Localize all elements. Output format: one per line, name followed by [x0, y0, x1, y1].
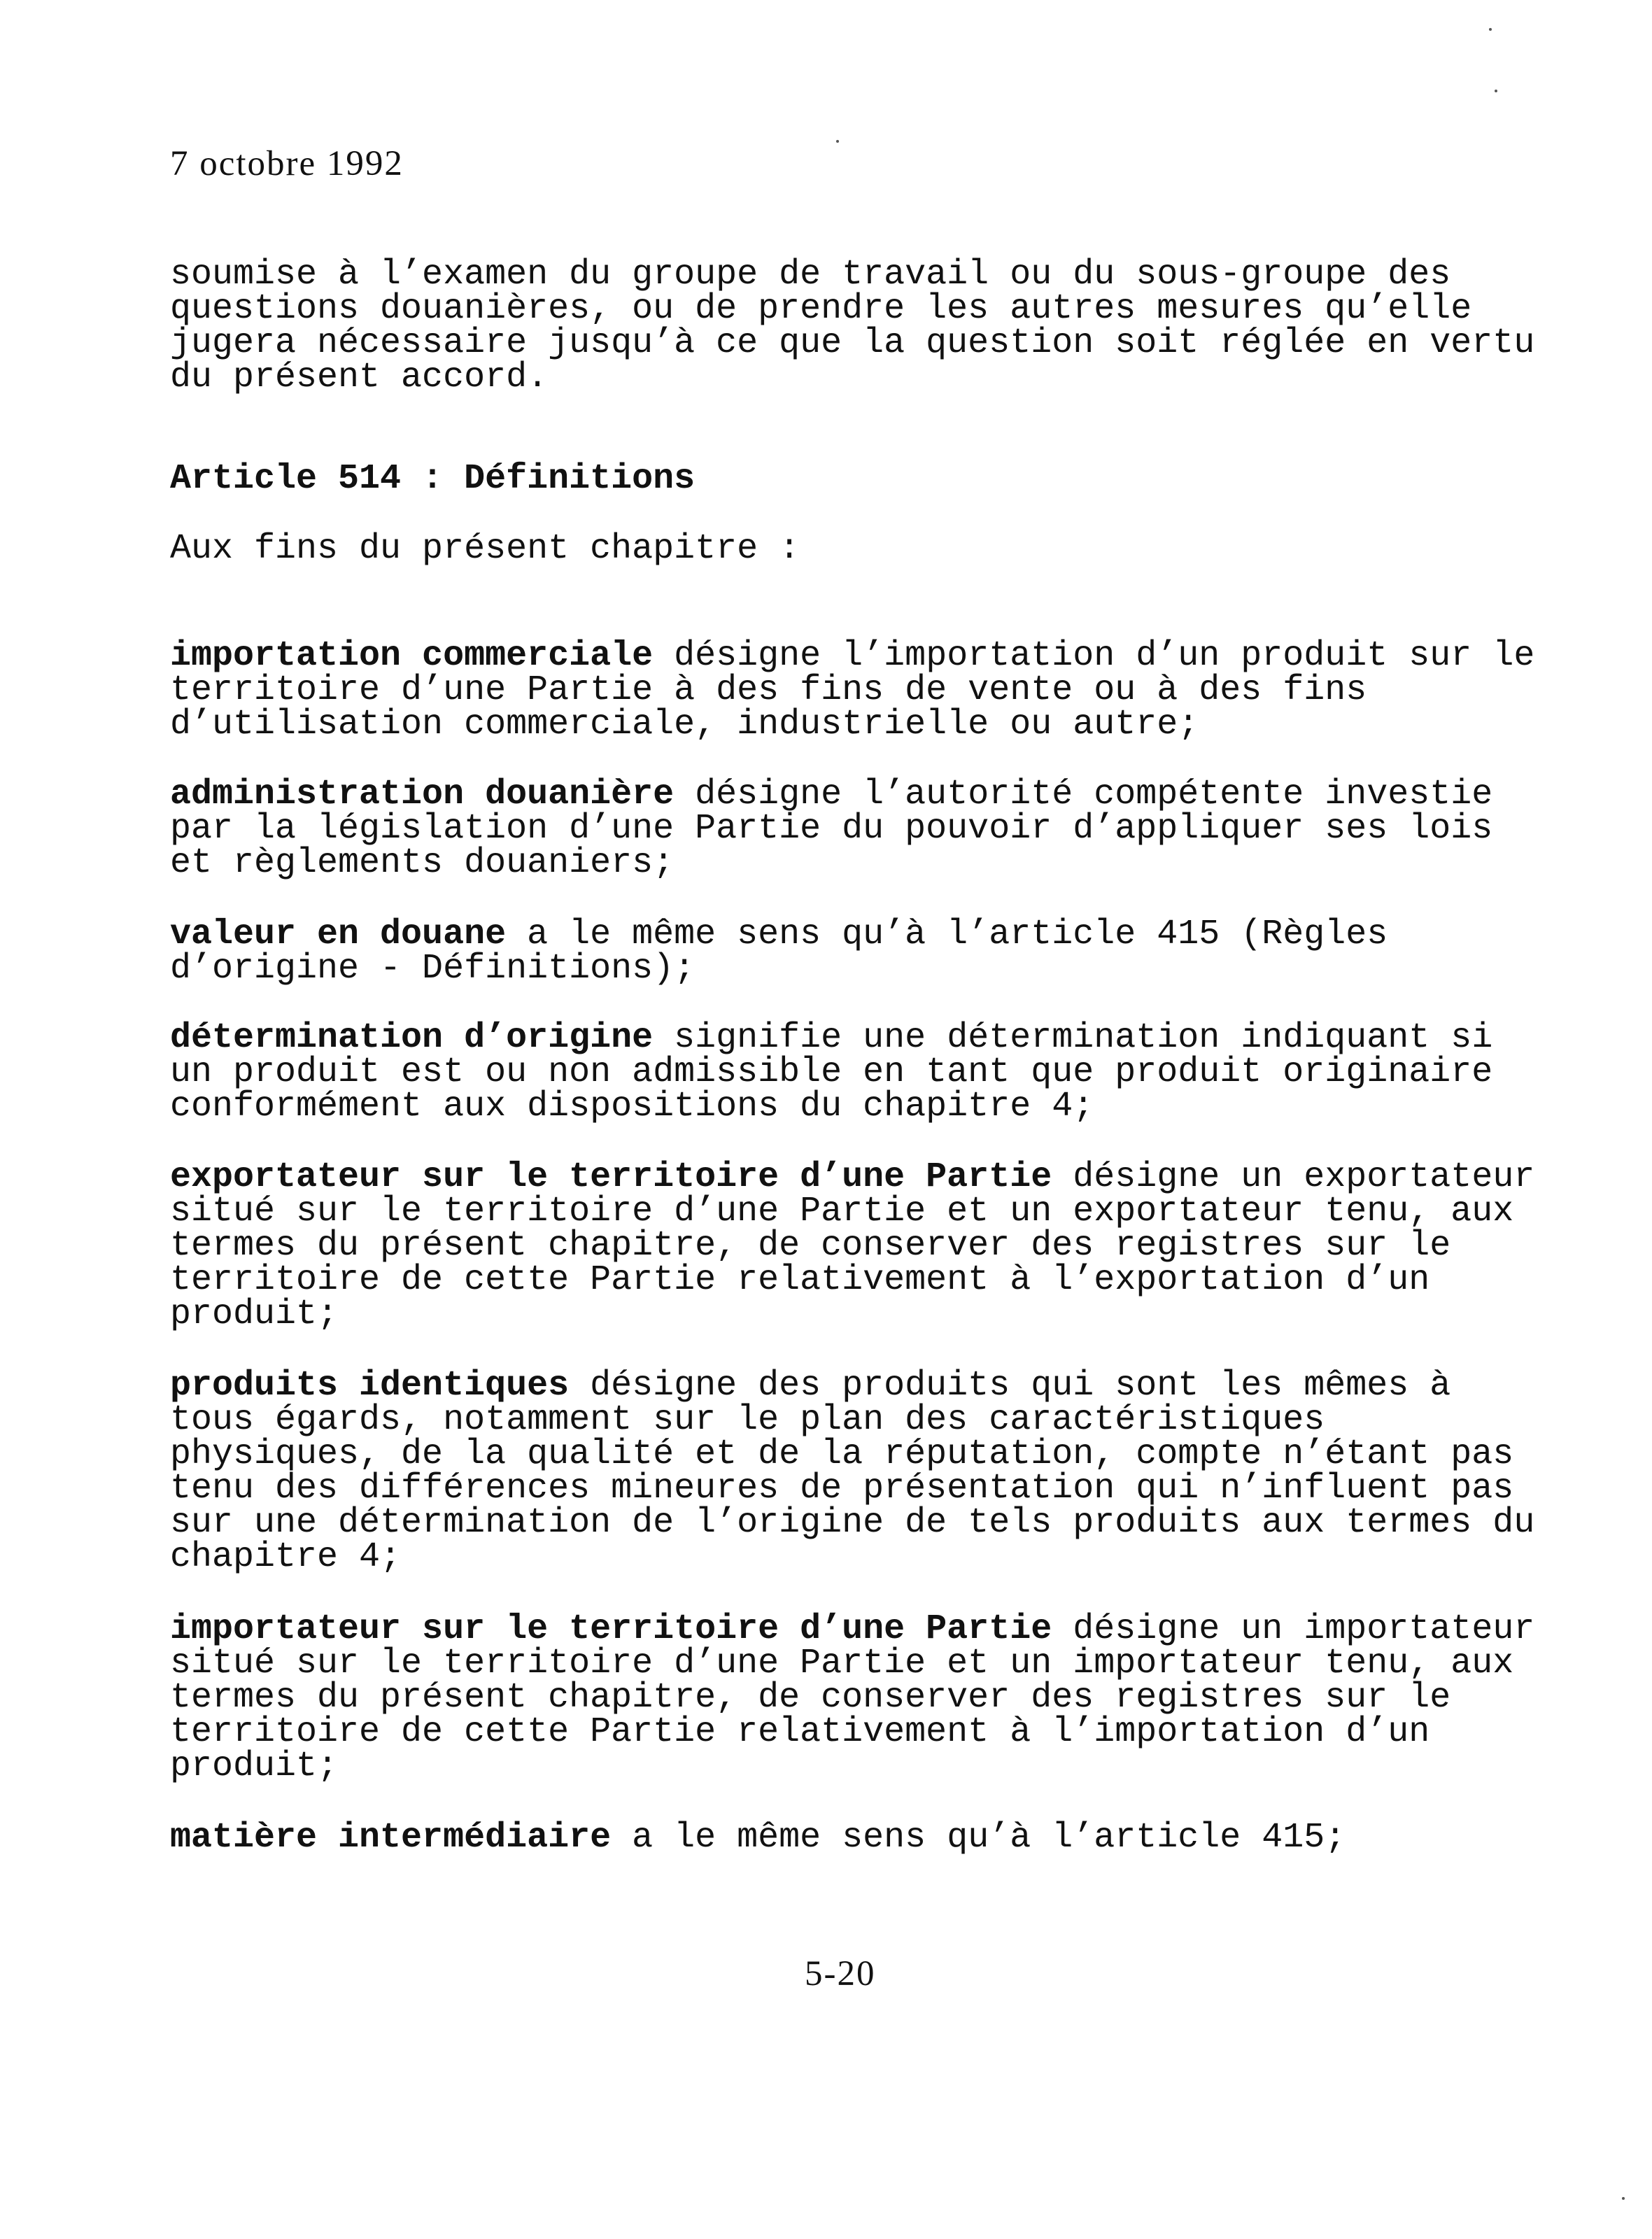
definition-importation-commerciale: [170, 636, 1535, 744]
definition-determination-origine: [170, 1018, 1493, 1126]
definition-text: territoire de cette Partie relativement à l’exportation d’un: [170, 1260, 1430, 1300]
definition-text: par la législation d’une Partie du pouvoir d’appliquer ses lois: [170, 809, 1493, 849]
definition-term: importateur sur le territoire d’une Partie: [170, 1609, 1052, 1649]
definition-text: désigne un importateur: [1052, 1609, 1535, 1649]
definition-term: produits identiques: [170, 1366, 570, 1406]
definition-valeur-en-douane: [170, 914, 1388, 989]
text-line: jugera nécessaire jusqu’à ce que la question soit réglée en vertu: [170, 323, 1535, 363]
definition-text: termes du présent chapitre, de conserver des registres sur le: [170, 1226, 1451, 1266]
definition-text: désigne des produits qui sont les mêmes à: [569, 1366, 1451, 1406]
definition-text: chapitre 4;: [170, 1537, 402, 1577]
text-line: questions douanières, ou de prendre les autres mesures qu’elle: [170, 289, 1472, 329]
text-line: du présent accord.: [170, 358, 549, 397]
definition-term: administration douanière: [170, 775, 675, 814]
scan-speck: [1495, 90, 1497, 92]
definition-term: valeur en douane: [170, 914, 507, 954]
definition-text: territoire d’une Partie à des fins de vente ou à des fins: [170, 670, 1367, 710]
definition-importateur: [170, 1609, 1535, 1786]
definition-text: d’origine - Définitions);: [170, 949, 696, 989]
definition-exportateur: [170, 1157, 1535, 1334]
definition-term: détermination d’origine: [170, 1018, 654, 1058]
definition-text: conformément aux dispositions du chapitre 4;: [170, 1087, 1094, 1126]
definition-administration-douaniere: [170, 775, 1493, 883]
definition-text: désigne l’autorité compétente investie: [674, 775, 1493, 814]
definition-text: tous égards, notamment sur le plan des caractéristiques: [170, 1400, 1325, 1440]
definition-term: matière intermédiaire: [170, 1818, 612, 1858]
continuation-paragraph: [170, 257, 1534, 395]
definition-text: produit;: [170, 1746, 339, 1786]
definition-term: exportateur sur le territoire d’une Partie: [170, 1157, 1052, 1197]
scan-speck: [1489, 28, 1492, 31]
definition-text: désigne un exportateur: [1052, 1157, 1535, 1197]
definition-text: a le même sens qu’à l’article 415;: [611, 1818, 1346, 1858]
text-line: soumise à l’examen du groupe de travail ou du sous-groupe des: [170, 255, 1451, 295]
scan-speck: [836, 140, 839, 143]
definition-text: désigne l’importation d’un produit sur le: [653, 636, 1535, 676]
definition-text: et règlements douaniers;: [170, 843, 675, 883]
article-intro-block: [170, 529, 800, 569]
definition-text: territoire de cette Partie relativement à l’importation d’un: [170, 1712, 1430, 1752]
article-intro: Aux fins du présent chapitre :: [170, 529, 800, 569]
definition-text: termes du présent chapitre, de conserver des registres sur le: [170, 1678, 1451, 1718]
scan-speck: [1622, 2197, 1625, 2200]
definition-text: sur une détermination de l’origine de tels produits aux termes du: [170, 1503, 1535, 1543]
document-date: 7 octobre 1992: [170, 144, 404, 183]
definition-text: situé sur le territoire d’une Partie et un exportateur tenu, aux: [170, 1192, 1514, 1231]
article-heading: Article 514 : Définitions: [170, 459, 696, 499]
definition-text: produit;: [170, 1294, 339, 1334]
definition-term: importation commerciale: [170, 636, 654, 676]
page-number: 5-20: [805, 1954, 876, 1993]
article-heading-block: [170, 459, 696, 499]
definition-text: signifie une détermination indiquant si: [653, 1018, 1493, 1058]
definition-text: tenu des différences mineures de présentation qui n’influent pas: [170, 1469, 1514, 1509]
definition-text: situé sur le territoire d’une Partie et un importateur tenu, aux: [170, 1644, 1514, 1683]
definition-text: physiques, de la qualité et de la réputation, compte n’étant pas: [170, 1434, 1514, 1474]
definition-text: a le même sens qu’à l’article 415 (Règles: [506, 914, 1388, 954]
definition-matiere-intermediaire: [170, 1818, 1346, 1858]
definition-text: d’utilisation commerciale, industrielle ou autre;: [170, 705, 1199, 744]
definition-text: un produit est ou non admissible en tant que produit originaire: [170, 1052, 1493, 1092]
definition-produits-identiques: [170, 1366, 1535, 1577]
